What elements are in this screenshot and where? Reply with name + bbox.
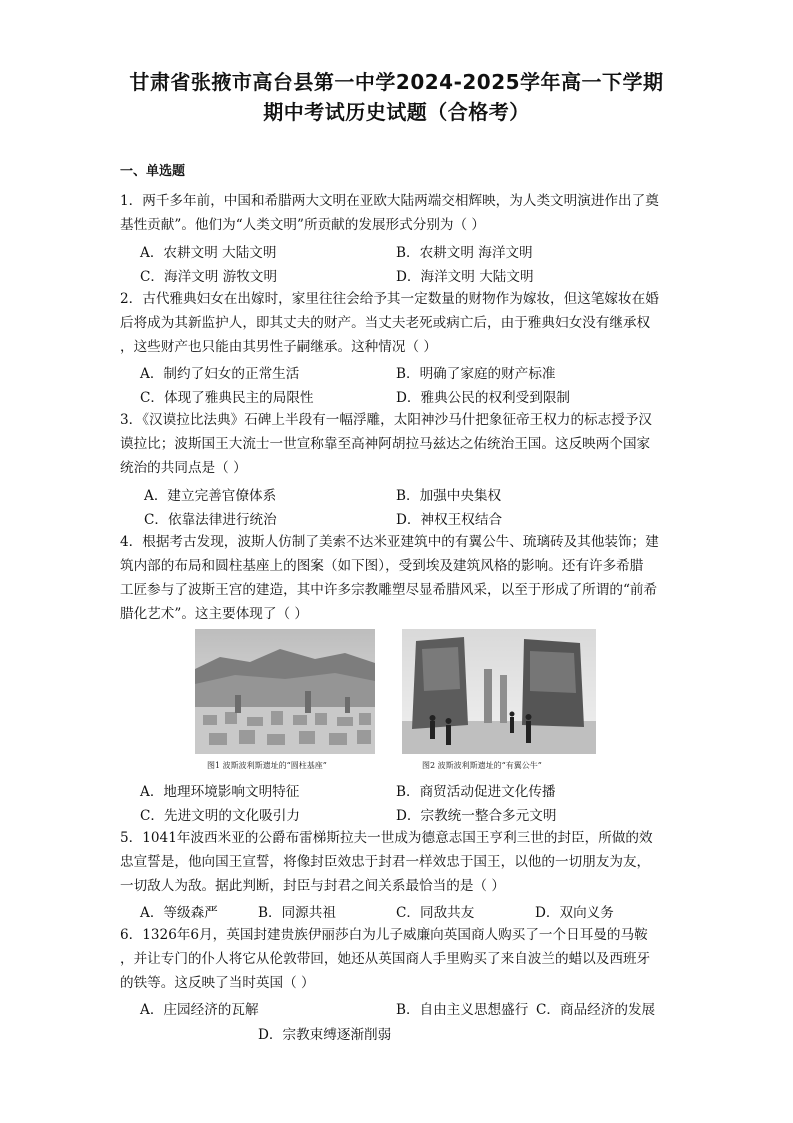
q3-line-3: 统治的共同点是（ ）	[120, 460, 247, 476]
q4-line-3: 工匠参与了波斯王宫的建造，其中许多宗教雕塑尽显希腊风采，以至于形成了所谓的“前希	[120, 582, 658, 598]
q1-line-1: 1．两千多年前，中国和希腊两大文明在亚欧大陆两端交相辉映，为人类文明演进作出了奠	[120, 193, 659, 209]
q5-line-2: 忠宣誓是，他向国王宣誓，将像封臣效忠于封君一样效忠于国王，以他的一切朋友为友，	[120, 854, 651, 870]
q3-option-a: A．建立完善官僚体系	[144, 488, 277, 504]
q6-line-3: 的铁等。这反映了当时英国（ ）	[120, 975, 315, 991]
q1-option-d: D．海洋文明 大陆文明	[396, 269, 534, 285]
q5-option-b: B．同源共祖	[258, 905, 336, 921]
q1-option-c: C．海洋文明 游牧文明	[140, 269, 278, 285]
q2-option-c: C．体现了雅典民主的局限性	[140, 390, 314, 406]
q3-option-d: D．神权王权结合	[396, 512, 503, 528]
q2-option-a: A．制约了妇女的正常生活	[140, 366, 300, 382]
q1-line-2: 基性贡献”。他们为“人类文明”所贡献的发展形式分别为（ ）	[120, 217, 486, 233]
q6-option-b: B．自由主义思想盛行	[396, 1002, 529, 1018]
figure-1-caption: 图1 波斯波利斯遗址的“圆柱基座”	[207, 761, 327, 770]
q4-option-c: C．先进文明的文化吸引力	[140, 808, 300, 824]
q6-option-c: C．商品经济的发展	[536, 1002, 656, 1018]
q4-option-b: B．商贸活动促进文化传播	[396, 784, 556, 800]
q5-line-1: 5．1041年波西米亚的公爵布雷梯斯拉夫一世成为德意志国王亨利三世的封臣，所做的效	[120, 830, 653, 846]
q3-option-b: B．加强中央集权	[396, 488, 502, 504]
q5-line-3: 一切敌人为敌。据此判断，封臣与封君之间关系最恰当的是（ ）	[120, 878, 505, 894]
figure-1-image	[195, 629, 375, 754]
q2-line-2: 后将成为其新监护人，即其丈夫的财产。当丈夫老死或病亡后，由于雅典妇女没有继承权	[120, 315, 651, 331]
q4-line-1: 4．根据考古发现，波斯人仿制了美索不达米亚建筑中的有翼公牛、琉璃砖及其他装饰；建	[120, 534, 659, 550]
title-line-1: 甘肃省张掖市高台县第一中学2024-2025学年高一下学期	[129, 70, 664, 94]
figure-2-winged-bull-photo	[402, 629, 596, 754]
figure-2-caption: 图2 波斯波利斯遗址的“有翼公牛”	[422, 761, 542, 770]
q2-line-3: ，这些财产也只能由其男性子嗣继承。这种情况（ ）	[120, 339, 437, 355]
figure-2-image	[402, 629, 596, 754]
section-header: 一、单选题	[120, 164, 186, 179]
title-line-2: 期中考试历史试题（合格考）	[263, 100, 530, 124]
q2-line-1: 2．古代雅典妇女在出嫁时，家里往往会给予其一定数量的财物作为嫁妆，但这笔嫁妆在婚	[120, 291, 659, 307]
q1-option-b: B．农耕文明 海洋文明	[396, 245, 533, 261]
q5-option-c: C．同敌共友	[396, 905, 475, 921]
q4-option-d: D．宗教统一整合多元文明	[396, 808, 557, 824]
q3-line-1: 3．《汉谟拉比法典》石碑上半段有一幅浮雕，太阳神沙马什把象征帝王权力的标志授予汉	[120, 412, 653, 428]
q6-line-1: 6．1326年6月，英国封建贵族伊丽莎白为儿子威廉向英国商人购买了一个日耳曼的马鞍	[120, 927, 648, 943]
q4-line-2: 筑内部的布局和圆柱基座上的图案（如下图），受到埃及建筑风格的影响。还有许多希腊	[120, 558, 644, 574]
q1-option-a: A．农耕文明 大陆文明	[140, 245, 277, 261]
q2-option-b: B．明确了家庭的财产标准	[396, 366, 556, 382]
q6-option-d: D．宗教束缚逐渐削弱	[258, 1027, 392, 1043]
q6-option-a: A．庄园经济的瓦解	[140, 1002, 259, 1018]
figure-1-column-bases-photo	[195, 629, 375, 754]
q4-option-a: A．地理环境影响文明特征	[140, 784, 300, 800]
q3-option-c: C．依靠法律进行统治	[144, 512, 277, 528]
q2-option-d: D．雅典公民的权利受到限制	[396, 390, 571, 406]
q3-line-2: 谟拉比；波斯国王大流士一世宣称靠至高神阿胡拉马兹达之佑统治王国。这反映两个国家	[120, 436, 651, 452]
q4-line-4: 腊化艺术”。这主要体现了（ ）	[120, 606, 308, 622]
q5-option-d: D．双向义务	[535, 905, 614, 921]
q5-option-a: A．等级森严	[140, 905, 218, 921]
q6-line-2: ，并让专门的仆人将它从伦敦带回，她还从英国商人手里购买了来自波兰的蜡以及西班牙	[120, 951, 651, 967]
